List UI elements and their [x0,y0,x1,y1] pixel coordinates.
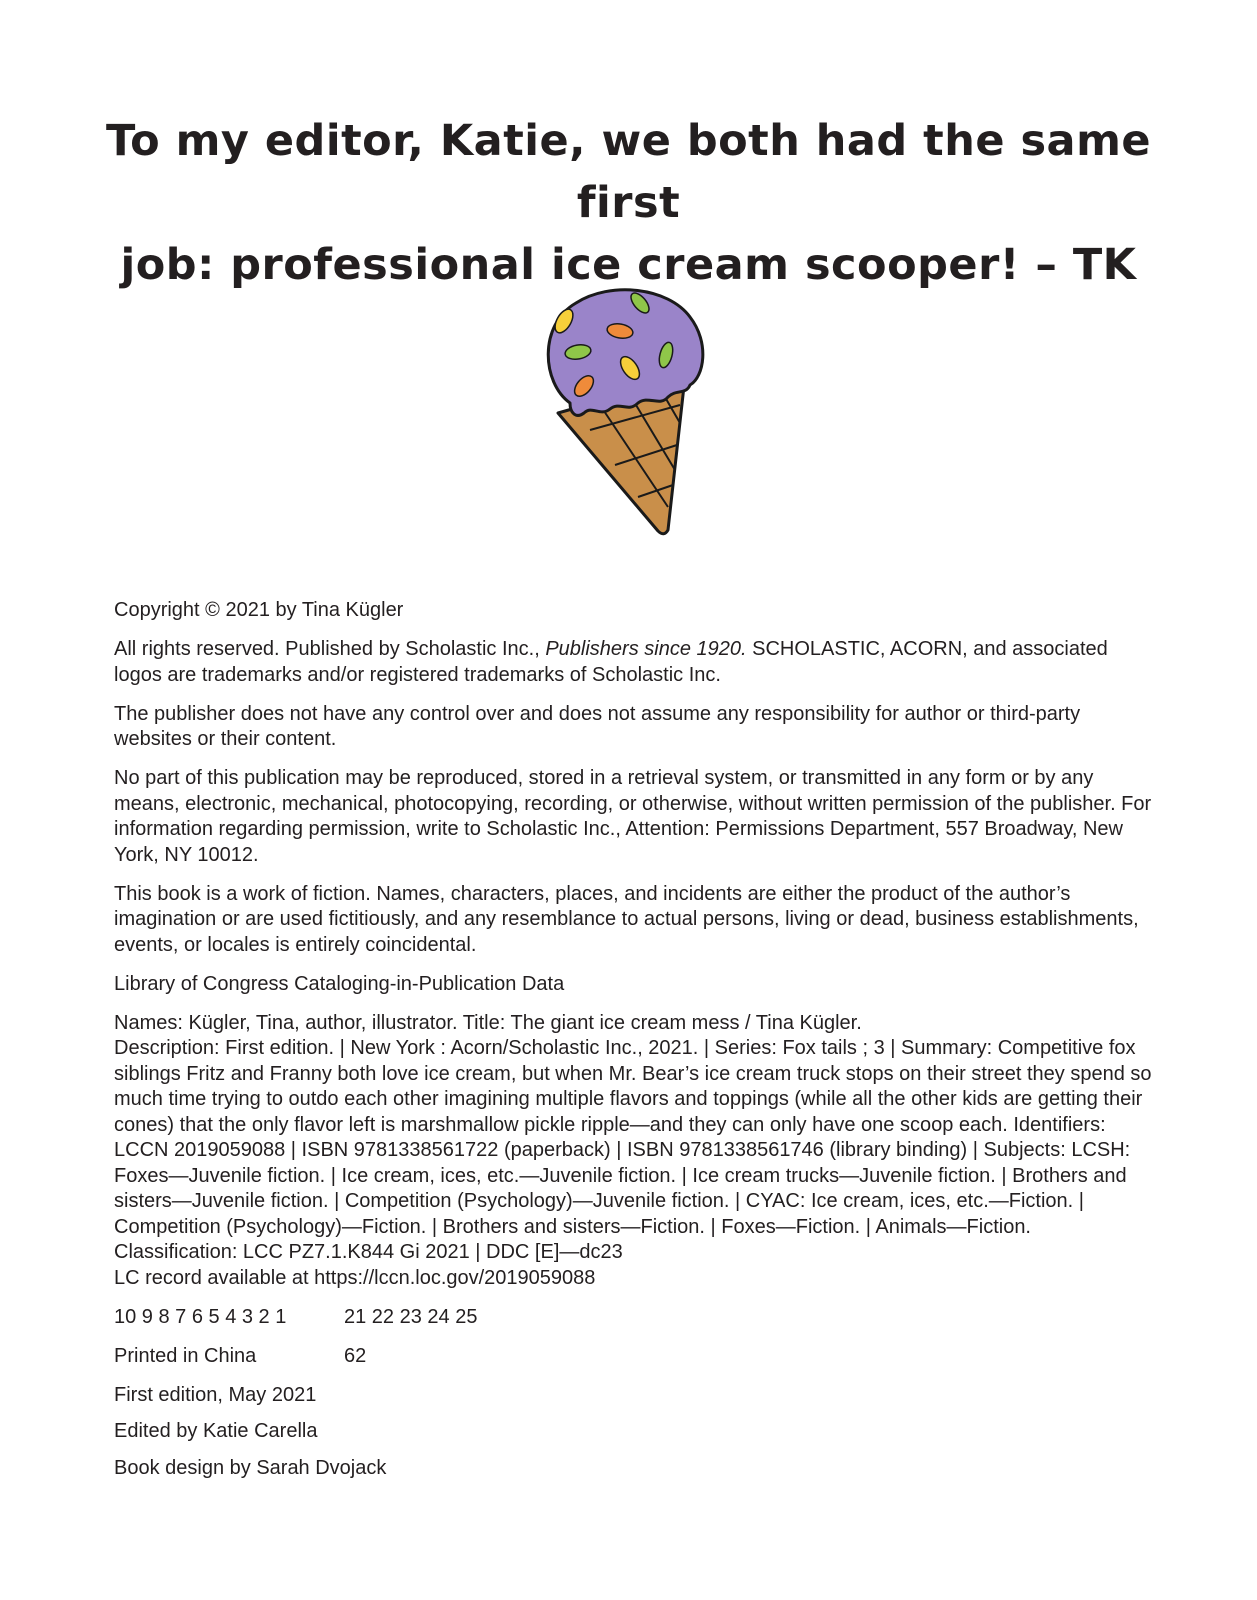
copyright-page-text [114,598,1154,1492]
rights-reserved-paragraph [114,637,1154,688]
cip-heading: Library of Congress Cataloging-in-Publication Data [114,972,565,995]
printing-row [114,1305,1154,1331]
rights-text-b: SCHOLASTIC, ACORN, and associated logos are trademarks and/or registered trademarks of Scholastic Inc. [114,638,1108,686]
edition-line: First edition, May 2021 [114,1383,317,1406]
rights-text-a: All rights reserved. Published by Scholastic Inc., [114,638,546,660]
printed-in-row [114,1344,1154,1370]
dedication-line-1: To my editor, Katie, we both had the same first [105,116,1152,228]
rights-text-italic: Publishers since 1920. [545,638,747,660]
copyright-line: Copyright © 2021 by Tina Kügler [114,599,404,621]
cip-record: LC record available at https://lccn.loc.gov/2019059088 [114,1266,596,1289]
printing-line: 10 9 8 7 6 5 4 3 2 1 [114,1305,287,1328]
dedication-line-2: job: professional ice cream scooper! – TK [120,240,1137,290]
dedication [80,110,1177,296]
reproduction-paragraph: No part of this publication may be reproduced, stored in a retrieval system, or transmitted in any form or by any means, electronic, mechanical, photocopying, recording, or otherwise, without written permission of the publisher. For information regarding permission, write to Scholastic Inc., Attention: Permissions Department, 557 Broadway, New York, NY 10012. [114,767,1152,866]
ice-cream-cone-illustration [540,285,720,545]
fiction-disclaimer-paragraph: This book is a work of fiction. Names, characters, places, and incidents are either the product of the author’s imagination or are used fictitiously, and any resemblance to actual persons, living or dead, business establishments, events, or locales is entirely coincidental. [114,882,1139,956]
cip-description: Description: First edition. | New York : Acorn/Scholastic Inc., 2021. | Series: Fox tails ; 3 | Summary: Competitive fox siblings Fritz and Franny both love ice cream, but when Mr. Bear’s ice cream truck stops on their street they spend so much time trying to outdo each other imagining multiple flavors and toppings (while all the other kids are getting their cones) that the only flavor left is marshmallow pickle ripple—and they can only have one scoop each. Identifiers: LCCN 2019059088 | ISBN 9781338561722 (paperback) | ISBN 9781338561746 (library binding) | Subjects: LCSH: Foxes—Juvenile fiction. | Ice cream, ices, etc.—Juvenile fiction. | Ice cream trucks—Juvenile fiction. | Brothers and sisters—Juvenile fiction. | Competition (Psychology)—Juvenile fiction. | CYAC: Ice cream, ices, etc.—Fiction. | Competition (Psychology)—Fiction. | Brothers and sisters—Fiction. | Foxes—Fiction. | Animals—Fiction. Classification: LCC PZ7.1.K844 Gi 2021 | DDC [E]—dc23 [114,1037,1152,1263]
year-line: 21 22 23 24 25 [344,1305,478,1328]
credits [114,1383,1154,1482]
editor-line: Edited by Katie Carella [114,1420,318,1442]
printed-in: Printed in China [114,1344,257,1367]
publisher-control-paragraph: The publisher does not have any control over and does not assume any responsibility for author or third-party websites or their content. [114,702,1081,750]
designer-line: Book design by Sarah Dvojack [114,1456,387,1479]
cip-names: Names: Kügler, Tina, author, illustrator. Title: The giant ice cream mess / Tina Kügler. [114,1011,862,1034]
printed-code: 62 [344,1344,367,1367]
